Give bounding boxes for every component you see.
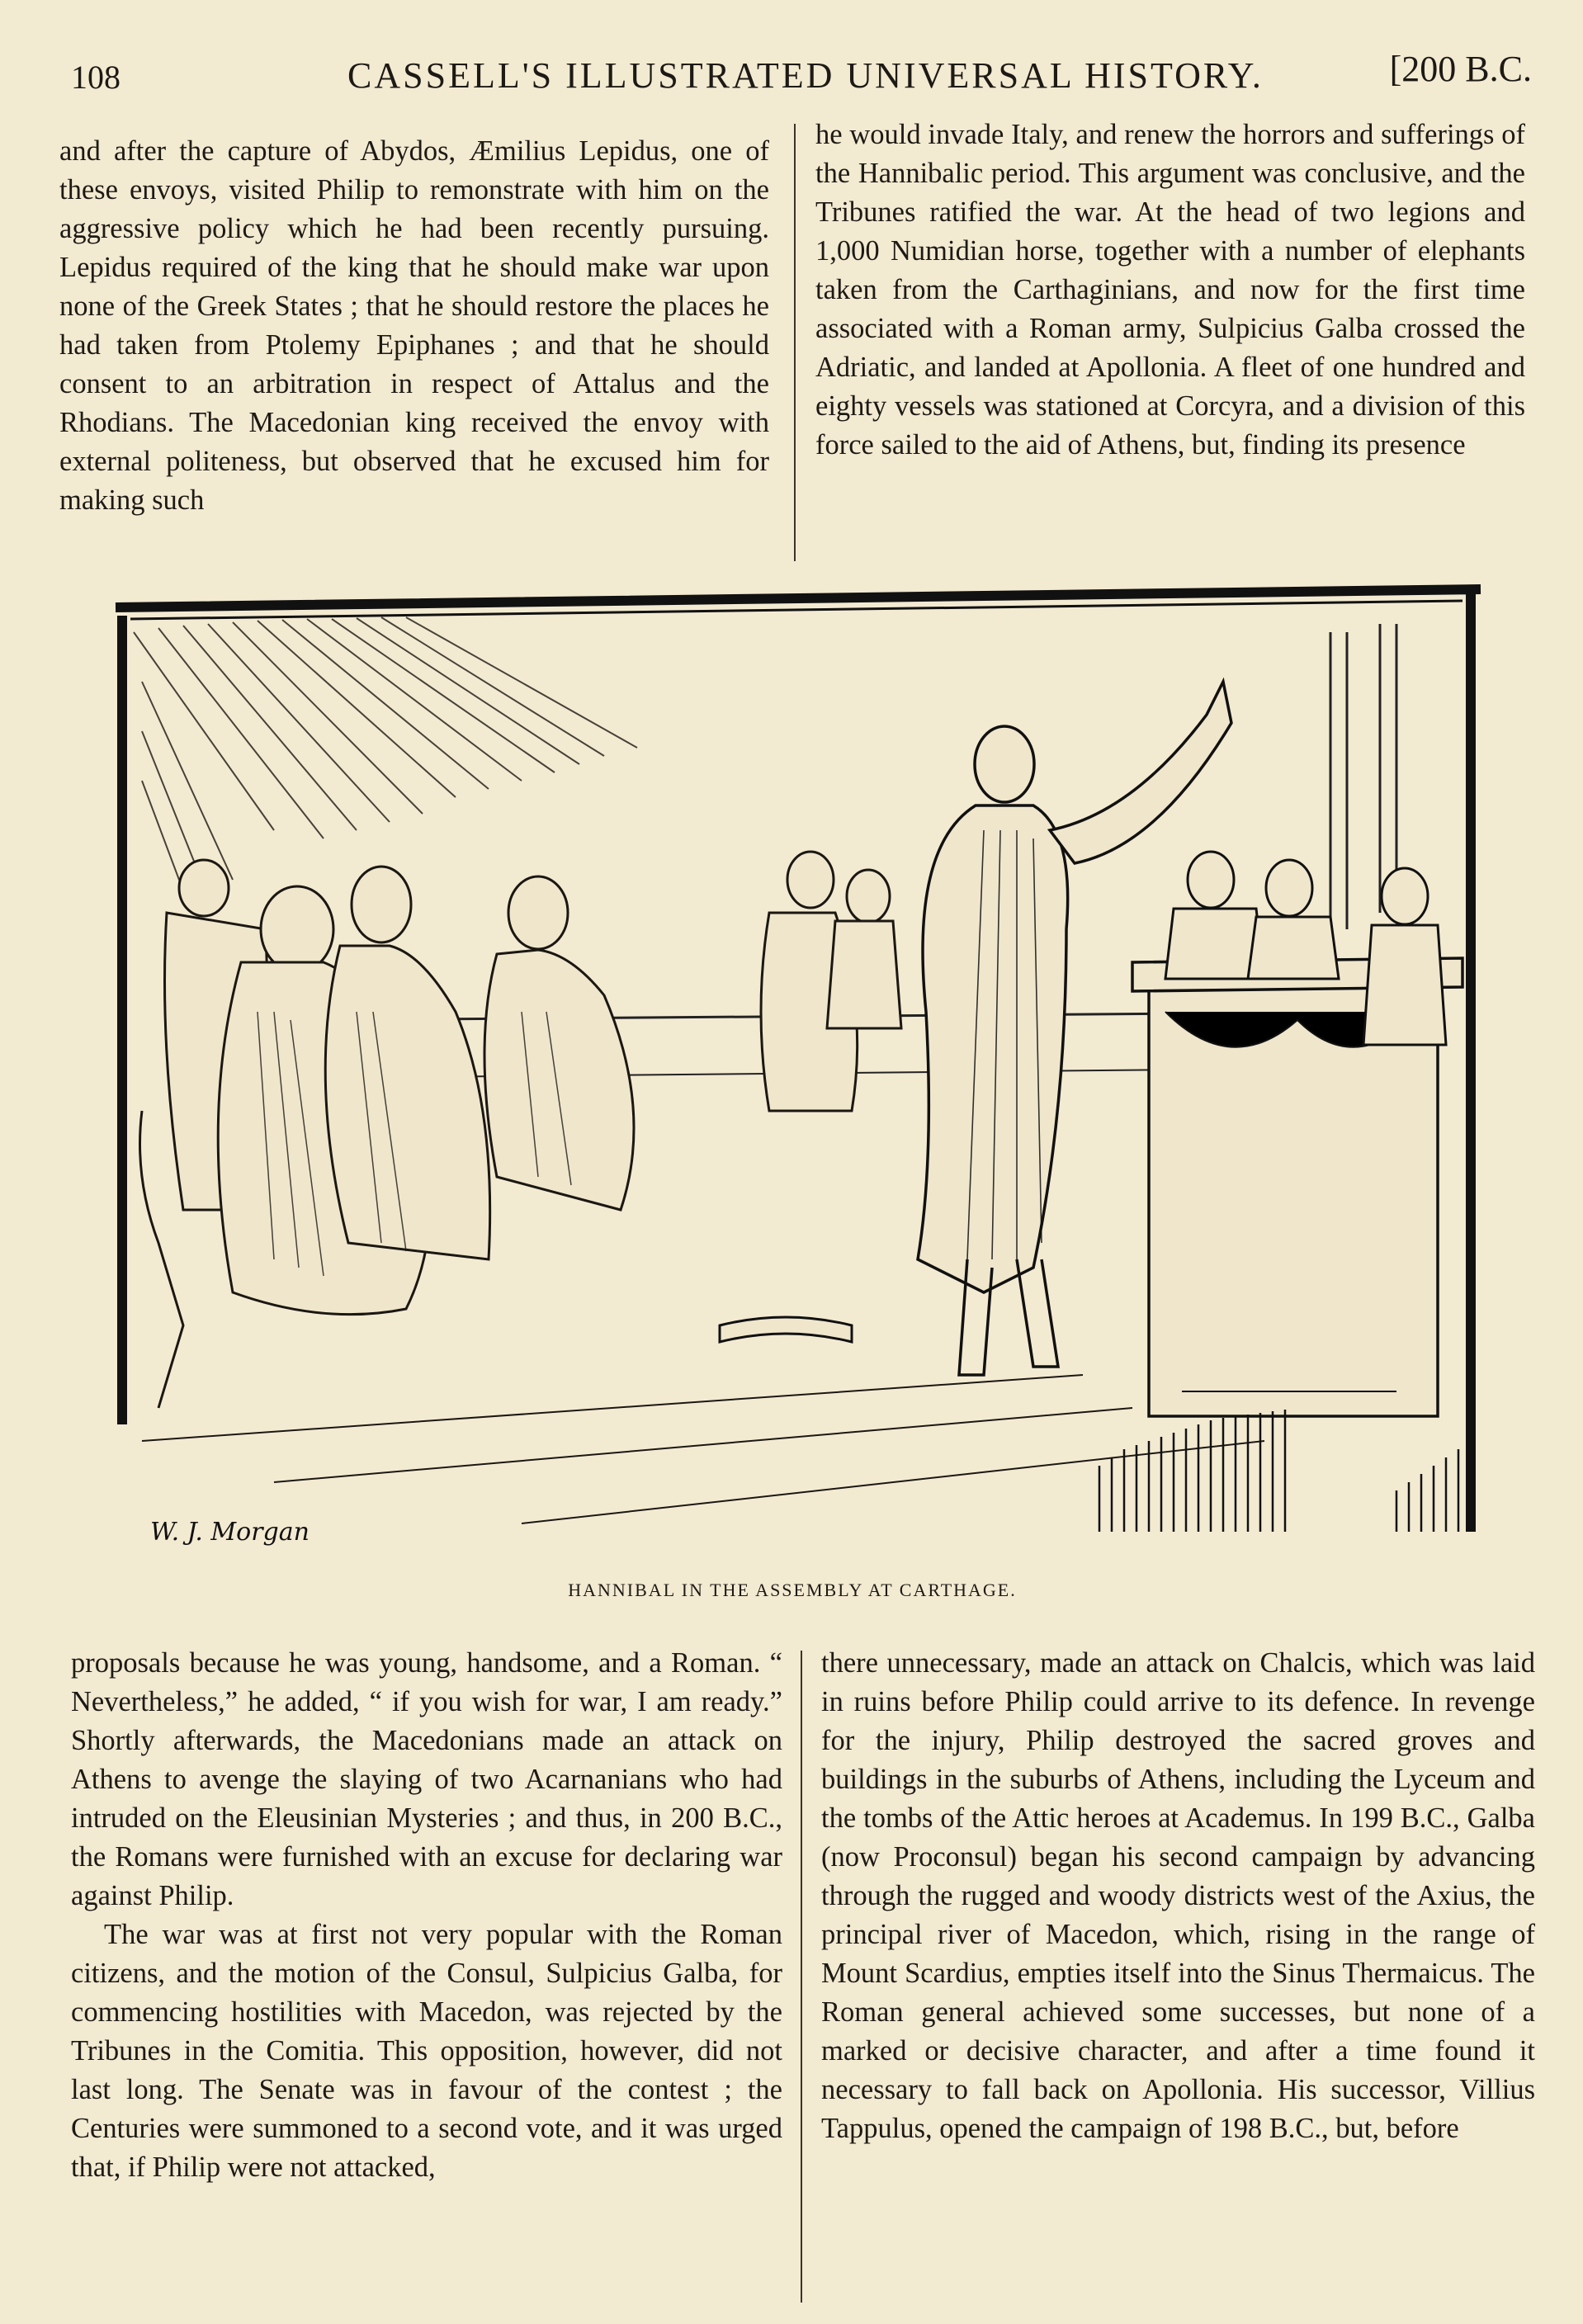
artist-signature: W. J. Morgan bbox=[150, 1518, 310, 1547]
column-bottom-right bbox=[821, 1644, 1535, 2148]
running-date: [200 B.C. bbox=[1389, 49, 1532, 89]
paragraph: and after the capture of Abydos, Æmilius Lepidus, one of these envoys, visited Philip to remonstrate with him on the aggressive policy which he had been recently pursuing. Lepidus required of the king that he should make war upon none of the Greek States ; that he should restore the places he had taken from Ptolemy Epiphanes ; and that he should consent to an arbitration in respect of Attalus and the Rhodians. The Macedonian king received the envoy with external politeness, but observed that he excused him for making such bbox=[59, 135, 769, 516]
paragraph: there unnecessary, made an attack on Chalcis, which was laid in ruins before Philip could arrive to its defence. In revenge for the injury, Philip destroyed the sacred groves and buildings in the suburbs of Athens, including the Lyceum and the tombs of the Attic heroes at Academus. In 199 B.C., Galba (now Proconsul) began his second campaign by advancing through the rugged and woody districts west of the Axius, the principal river of Macedon, which, rising in the range of Mount Scardius, empties itself into the Sinus Thermaicus. The Roman general achieved some successes, but none of a marked or decisive character, and after a time found it necessary to fall back on Apollonia. His successor, Villius Tappulus, opened the campaign of 198 B.C., but, before bbox=[821, 1647, 1535, 2144]
column-divider-bottom bbox=[801, 1651, 802, 2303]
engraving-illustration bbox=[109, 583, 1486, 1555]
paragraph: The war was at first not very popular with the Roman citizens, and the motion of the Consul, Sulpicius Galba, for commencing hostilities with Macedon, was rejected by the Tribunes in the Comitia. This opposition, however, did not last long. The Senate was in favour of the contest ; the Centuries were summoned to a second vote, and it was urged that, if Philip were not attacked, bbox=[71, 1919, 782, 2183]
column-top-left bbox=[59, 132, 769, 520]
page-number: 108 bbox=[71, 59, 120, 96]
column-top-right bbox=[815, 116, 1525, 465]
paragraph: he would invade Italy, and renew the horrors and sufferings of the Hannibalic period. This argument was conclusive, and the Tribunes ratified the war. At the head of two legions and 1,000 Numidian horse, together with a number of elephants taken from the Carthaginians, and now for the first time associated with a Roman army, Sulpicius Galba crossed the Adriatic, and landed at Apollonia. A fleet of one hundred and eighty vessels was stationed at Corcyra, and a division of this force sailed to the aid of Athens, but, finding its presence bbox=[815, 119, 1525, 461]
column-bottom-left bbox=[71, 1644, 782, 2187]
illustration-caption: HANNIBAL IN THE ASSEMBLY AT CARTHAGE. bbox=[568, 1580, 1017, 1600]
running-title: CASSELL'S ILLUSTRATED UNIVERSAL HISTORY. bbox=[347, 55, 1264, 96]
page-header bbox=[71, 48, 1532, 106]
paragraph: proposals because he was young, handsome, and a Roman. “ Nevertheless,” he added, “ if you wish for war, I am ready.” Shortly afterwards, the Macedonians made an attack on Athens to avenge the slaying of two Acarnanians who had intruded on the Eleusinian Mysteries ; and thus, in 200 B.C., the Romans were furnished with an excuse for declaring war against Philip. bbox=[71, 1647, 782, 1911]
column-divider-top bbox=[794, 124, 796, 561]
